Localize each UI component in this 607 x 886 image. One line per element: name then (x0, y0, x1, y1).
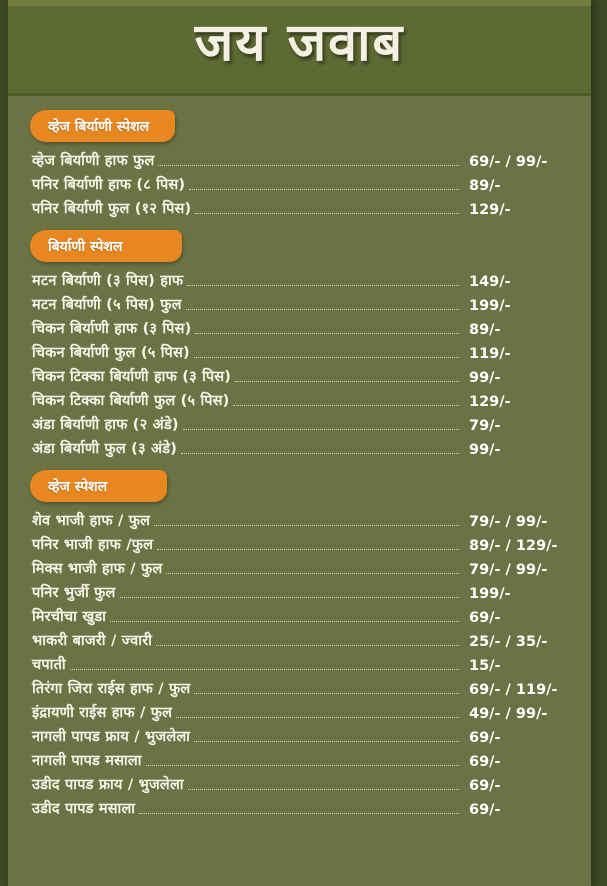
menu-item (32, 798, 567, 818)
item-price: 99/- (469, 442, 501, 458)
menu-sections (8, 96, 591, 818)
section-veg-special (30, 470, 569, 818)
leader-dots (146, 765, 459, 766)
item-price: 199/- (469, 586, 511, 602)
item-name: उडीद पापड मसाला (32, 801, 136, 817)
leader-dots (195, 213, 459, 214)
item-name: पनिर भाजी हाफ /फुल (32, 537, 154, 553)
menu-item (32, 654, 567, 674)
item-name: शेव भाजी हाफ / फुल (32, 513, 151, 529)
leader-dots (176, 717, 459, 718)
leader-dots (183, 429, 459, 430)
section-title: बिर्याणी स्पेशल (48, 238, 123, 255)
item-name: नागली पापड मसाला (32, 753, 142, 769)
item-price: 79/- / 99/- (469, 562, 548, 578)
item-name: नागली पापड फ्राय / भुजलेला (32, 729, 191, 745)
item-name: चिकन टिक्का बिर्याणी फुल (५ पिस) (32, 393, 230, 409)
leader-dots (194, 741, 459, 742)
title-band (8, 0, 591, 96)
menu-item (32, 390, 567, 410)
menu-item (32, 678, 567, 698)
item-price: 69/- (469, 730, 501, 746)
menu-item (32, 558, 567, 578)
item-name: चिकन टिक्का बिर्याणी हाफ (३ पिस) (32, 369, 232, 385)
item-price: 129/- (469, 202, 511, 218)
section-veg-biryani-special (30, 110, 569, 218)
item-name: पनिर भुर्जी फुल (32, 585, 116, 601)
menu-item (32, 294, 567, 314)
section-items (30, 270, 569, 458)
item-name: पनिर बिर्याणी फुल (१२ पिस) (32, 201, 192, 217)
menu-item (32, 342, 567, 362)
item-price: 89/- (469, 322, 501, 338)
leader-dots (110, 621, 459, 622)
menu-item (32, 774, 567, 794)
leader-dots (235, 381, 459, 382)
item-price: 149/- (469, 274, 511, 290)
menu-item (32, 582, 567, 602)
item-price: 69/- / 99/- (469, 154, 548, 170)
item-price: 119/- (469, 346, 511, 362)
section-title: व्हेज बिर्याणी स्पेशल (48, 118, 150, 135)
item-name: व्हेज बिर्याणी हाफ फुल (32, 153, 155, 169)
menu-item (32, 534, 567, 554)
item-price: 49/- / 99/- (469, 706, 548, 722)
menu-item (32, 318, 567, 338)
leader-dots (188, 789, 459, 790)
section-header (30, 230, 569, 264)
item-name: अंडा बिर्याणी हाफ (२ अंडे) (32, 417, 179, 433)
section-biryani-special (30, 230, 569, 458)
section-header (30, 110, 569, 144)
item-price: 69/- (469, 610, 501, 626)
menu-item (32, 174, 567, 194)
leader-dots (139, 813, 459, 814)
leader-dots (156, 645, 459, 646)
menu-item (32, 414, 567, 434)
item-name: चपाती (32, 657, 66, 673)
leader-dots (166, 573, 459, 574)
menu-item (32, 510, 567, 530)
item-name: चिकन बिर्याणी हाफ (३ पिस) (32, 321, 192, 337)
item-price: 15/- (469, 658, 501, 674)
item-name: भाकरी बाजरी / ज्वारी (32, 633, 153, 649)
leader-dots (120, 597, 459, 598)
item-price: 89/- / 129/- (469, 538, 558, 554)
item-price: 129/- (469, 394, 511, 410)
item-price: 99/- (469, 370, 501, 386)
leader-dots (195, 333, 459, 334)
section-ribbon (30, 110, 175, 142)
leader-dots (187, 285, 459, 286)
leader-dots (157, 549, 459, 550)
section-ribbon (30, 230, 182, 262)
leader-dots (186, 309, 459, 310)
page-title: जय जवाब (194, 13, 405, 73)
menu-item (32, 198, 567, 218)
section-header (30, 470, 569, 504)
menu-item (32, 630, 567, 650)
leader-dots (233, 405, 459, 406)
leader-dots (194, 357, 459, 358)
item-price: 199/- (469, 298, 511, 314)
item-price: 79/- / 99/- (469, 514, 548, 530)
leader-dots (158, 165, 459, 166)
item-name: मिरचीचा खुडा (32, 609, 107, 625)
leader-dots (194, 693, 459, 694)
section-items (30, 150, 569, 218)
section-items (30, 510, 569, 818)
leader-dots (70, 669, 459, 670)
menu-item (32, 438, 567, 458)
menu-item (32, 726, 567, 746)
item-price: 69/- (469, 802, 501, 818)
leader-dots (181, 453, 459, 454)
item-price: 69/- (469, 778, 501, 794)
leader-dots (154, 525, 459, 526)
menu-item (32, 270, 567, 290)
item-price: 69/- (469, 754, 501, 770)
item-price: 79/- (469, 418, 501, 434)
item-name: पनिर बिर्याणी हाफ (८ पिस) (32, 177, 186, 193)
item-name: मटन बिर्याणी (५ पिस) फुल (32, 297, 182, 313)
section-title: व्हेज स्पेशल (48, 478, 108, 495)
item-price: 69/- / 119/- (469, 682, 558, 698)
item-name: उडीद पापड फ्राय / भुजलेला (32, 777, 184, 793)
item-name: तिरंगा जिरा राईस हाफ / फुल (32, 681, 191, 697)
menu-item (32, 702, 567, 722)
item-name: मिक्स भाजी हाफ / फुल (32, 561, 163, 577)
menu-item (32, 150, 567, 170)
item-name: चिकन बिर्याणी फुल (५ पिस) (32, 345, 190, 361)
menu-item (32, 366, 567, 386)
item-name: मटन बिर्याणी (३ पिस) हाफ (32, 273, 184, 289)
menu-item (32, 606, 567, 626)
item-price: 25/- / 35/- (469, 634, 548, 650)
section-ribbon (30, 470, 167, 502)
menu-board (8, 0, 591, 886)
item-name: अंडा बिर्याणी फुल (३ अंडे) (32, 441, 178, 457)
item-name: इंद्रायणी राईस हाफ / फुल (32, 705, 173, 721)
item-price: 89/- (469, 178, 501, 194)
leader-dots (189, 189, 459, 190)
menu-item (32, 750, 567, 770)
